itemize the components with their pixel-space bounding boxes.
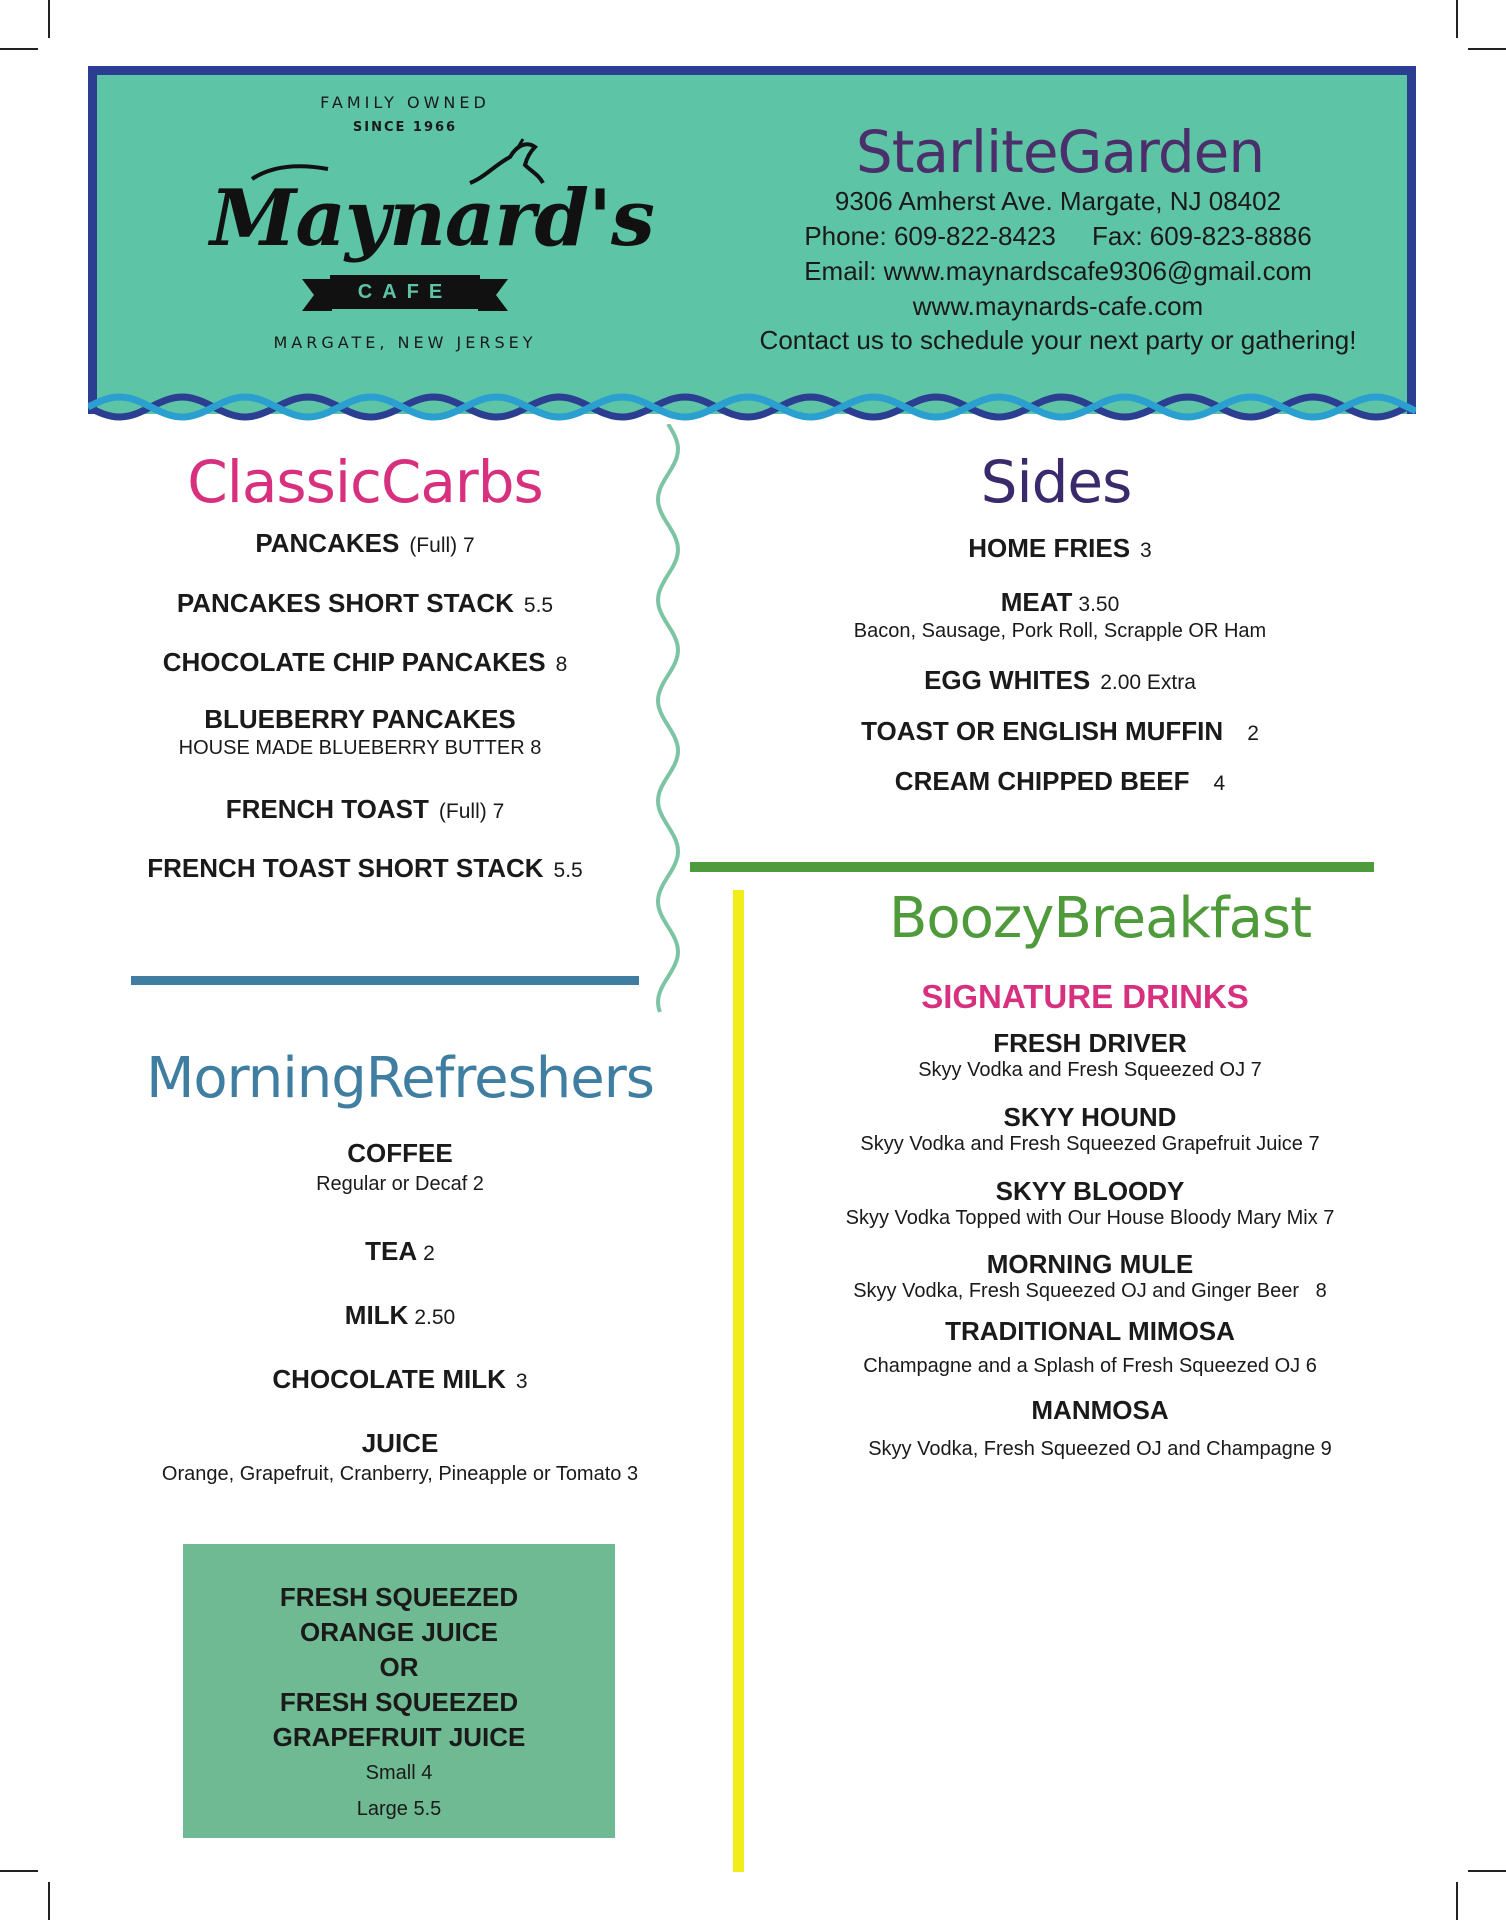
item-price: 5.5 <box>553 859 583 882</box>
menu-item <box>100 853 630 884</box>
menu-item <box>100 1364 700 1395</box>
item-desc: Orange, Grapefruit, Cranberry, Pineapple or Tomato 3 <box>161 1463 639 1485</box>
menu-item <box>790 1028 1390 1082</box>
menu-item <box>790 1102 1390 1156</box>
menu-item <box>790 1316 1390 1378</box>
cafe-logo <box>210 85 654 395</box>
item-desc: Skyy Vodka Topped with Our House Bloody Mary Mix 7 <box>845 1207 1335 1229</box>
item-name: SKYY HOUND <box>1003 1102 1177 1132</box>
menu-item <box>100 647 630 678</box>
menu-item <box>100 1428 700 1486</box>
item-price: 4 <box>1213 772 1226 795</box>
item-price: 5.5 <box>523 594 554 617</box>
fresh-line: ORANGE JUICE <box>300 1617 498 1647</box>
fresh-squeezed-box <box>183 1544 615 1838</box>
menu-item <box>100 794 630 825</box>
item-name: MANMOSA <box>1031 1395 1169 1425</box>
crop-mark <box>1468 48 1506 50</box>
yellow-bar <box>733 890 744 1872</box>
menu-item <box>760 587 1360 643</box>
item-desc: Skyy Vodka, Fresh Squeezed OJ and Ginger Beer 8 <box>853 1280 1327 1302</box>
business-name: StarliteGarden <box>855 118 1265 186</box>
item-price: 3 <box>515 1370 528 1393</box>
crop-mark <box>48 0 50 38</box>
item-name: CHOCOLATE MILK <box>272 1364 506 1394</box>
menu-item <box>760 533 1360 564</box>
item-price: 3 <box>1140 539 1152 562</box>
tagline: Contact us to schedule your next party or gathering! <box>759 325 1357 355</box>
item-name: EGG WHITES <box>924 665 1091 695</box>
blue-rule <box>131 976 639 985</box>
crop-mark <box>48 1882 50 1920</box>
item-name: MORNING MULE <box>986 1249 1194 1279</box>
fresh-small-price: Small 4 <box>365 1762 433 1784</box>
menu-item <box>790 1176 1390 1230</box>
phone-fax: Phone: 609-822-8423 Fax: 609-823-8886 <box>804 221 1312 251</box>
item-desc: Skyy Vodka and Fresh Squeezed OJ 7 <box>918 1059 1262 1081</box>
item-name: PANCAKES <box>255 528 400 558</box>
menu-item <box>100 1300 700 1331</box>
fresh-line: FRESH SQUEEZED <box>279 1582 519 1612</box>
morning-refreshers-title: MorningRefreshers <box>146 1046 654 1111</box>
item-desc: Bacon, Sausage, Pork Roll, Scrapple OR Ham <box>853 620 1267 642</box>
item-price: (Full) 7 <box>409 534 475 557</box>
item-name: CREAM CHIPPED BEEF <box>894 766 1190 796</box>
crop-mark <box>1468 1870 1506 1872</box>
green-rule <box>690 862 1374 872</box>
item-name: TRADITIONAL MIMOSA <box>945 1316 1235 1346</box>
fresh-large-price: Large 5.5 <box>356 1798 442 1820</box>
item-desc: Champagne and a Splash of Fresh Squeezed OJ 6 <box>863 1355 1317 1377</box>
boozy-breakfast-title: BoozyBreakfast <box>888 886 1312 951</box>
menu-item <box>100 1138 700 1196</box>
item-desc: Skyy Vodka and Fresh Squeezed Grapefruit Juice 7 <box>860 1133 1320 1155</box>
menu-item <box>100 704 620 760</box>
website: www.maynards-cafe.com <box>912 291 1204 321</box>
crop-mark <box>1456 0 1458 38</box>
sides-title: Sides <box>980 448 1132 516</box>
menu-item <box>790 1249 1390 1303</box>
item-desc: HOUSE MADE BLUEBERRY BUTTER 8 <box>178 737 542 759</box>
item-price: 2.50 <box>414 1306 456 1329</box>
fresh-line: FRESH SQUEEZED <box>279 1687 519 1717</box>
item-name: CHOCOLATE CHIP PANCAKES <box>162 647 546 677</box>
item-name: TEA <box>365 1236 418 1266</box>
item-name: FRESH DRIVER <box>993 1028 1187 1058</box>
crop-mark <box>1456 1882 1458 1920</box>
menu-item <box>100 528 630 559</box>
menu-item <box>760 716 1360 747</box>
fresh-line: OR <box>379 1652 419 1682</box>
item-price: 2 <box>423 1242 435 1265</box>
menu-item <box>760 766 1360 797</box>
item-name: SKYY BLOODY <box>995 1176 1185 1206</box>
item-name: TOAST OR ENGLISH MUFFIN <box>861 716 1224 746</box>
wavy-divider <box>648 424 688 1014</box>
item-price: 2 <box>1247 722 1259 745</box>
item-name: COFFEE <box>347 1138 453 1168</box>
item-price: 8 <box>555 653 568 676</box>
logo-top-arc: FAMILY OWNED <box>320 93 490 112</box>
email: Email: www.maynardscafe9306@gmail.com <box>804 256 1312 286</box>
menu-item <box>760 665 1360 696</box>
item-name: FRENCH TOAST SHORT STACK <box>147 853 544 883</box>
item-desc: Regular or Decaf 2 <box>316 1173 484 1195</box>
signature-drinks-subtitle: SIGNATURE DRINKS <box>921 978 1249 1015</box>
crop-mark <box>0 1870 38 1872</box>
item-price: (Full) 7 <box>438 800 505 823</box>
classic-carbs-title: ClassicCarbs <box>187 448 543 516</box>
item-name: BLUEBERRY PANCAKES <box>204 704 516 734</box>
item-name: PANCAKES SHORT STACK <box>176 588 514 618</box>
item-price: 2.00 Extra <box>1100 671 1196 694</box>
item-price: 3.50 <box>1078 593 1120 616</box>
menu-item <box>100 1236 700 1267</box>
logo-name: Maynard's <box>210 173 654 264</box>
crop-mark <box>0 48 38 50</box>
item-name: FRENCH TOAST <box>225 794 429 824</box>
logo-bottom-arc: MARGATE, NEW JERSEY <box>273 333 537 352</box>
fresh-line: GRAPEFRUIT JUICE <box>272 1722 526 1752</box>
item-name: HOME FRIES <box>968 533 1131 563</box>
item-name: MILK <box>344 1300 409 1330</box>
address: 9306 Amherst Ave. Margate, NJ 08402 <box>834 186 1282 216</box>
item-name: JUICE <box>361 1428 439 1458</box>
menu-item <box>100 588 630 619</box>
logo-since: SINCE 1966 <box>352 120 458 135</box>
menu-item <box>800 1395 1400 1461</box>
item-desc: Skyy Vodka, Fresh Squeezed OJ and Champagne 9 <box>868 1438 1332 1460</box>
item-name: MEAT <box>1000 587 1073 617</box>
logo-cafe-ribbon: CAFE <box>330 275 480 309</box>
